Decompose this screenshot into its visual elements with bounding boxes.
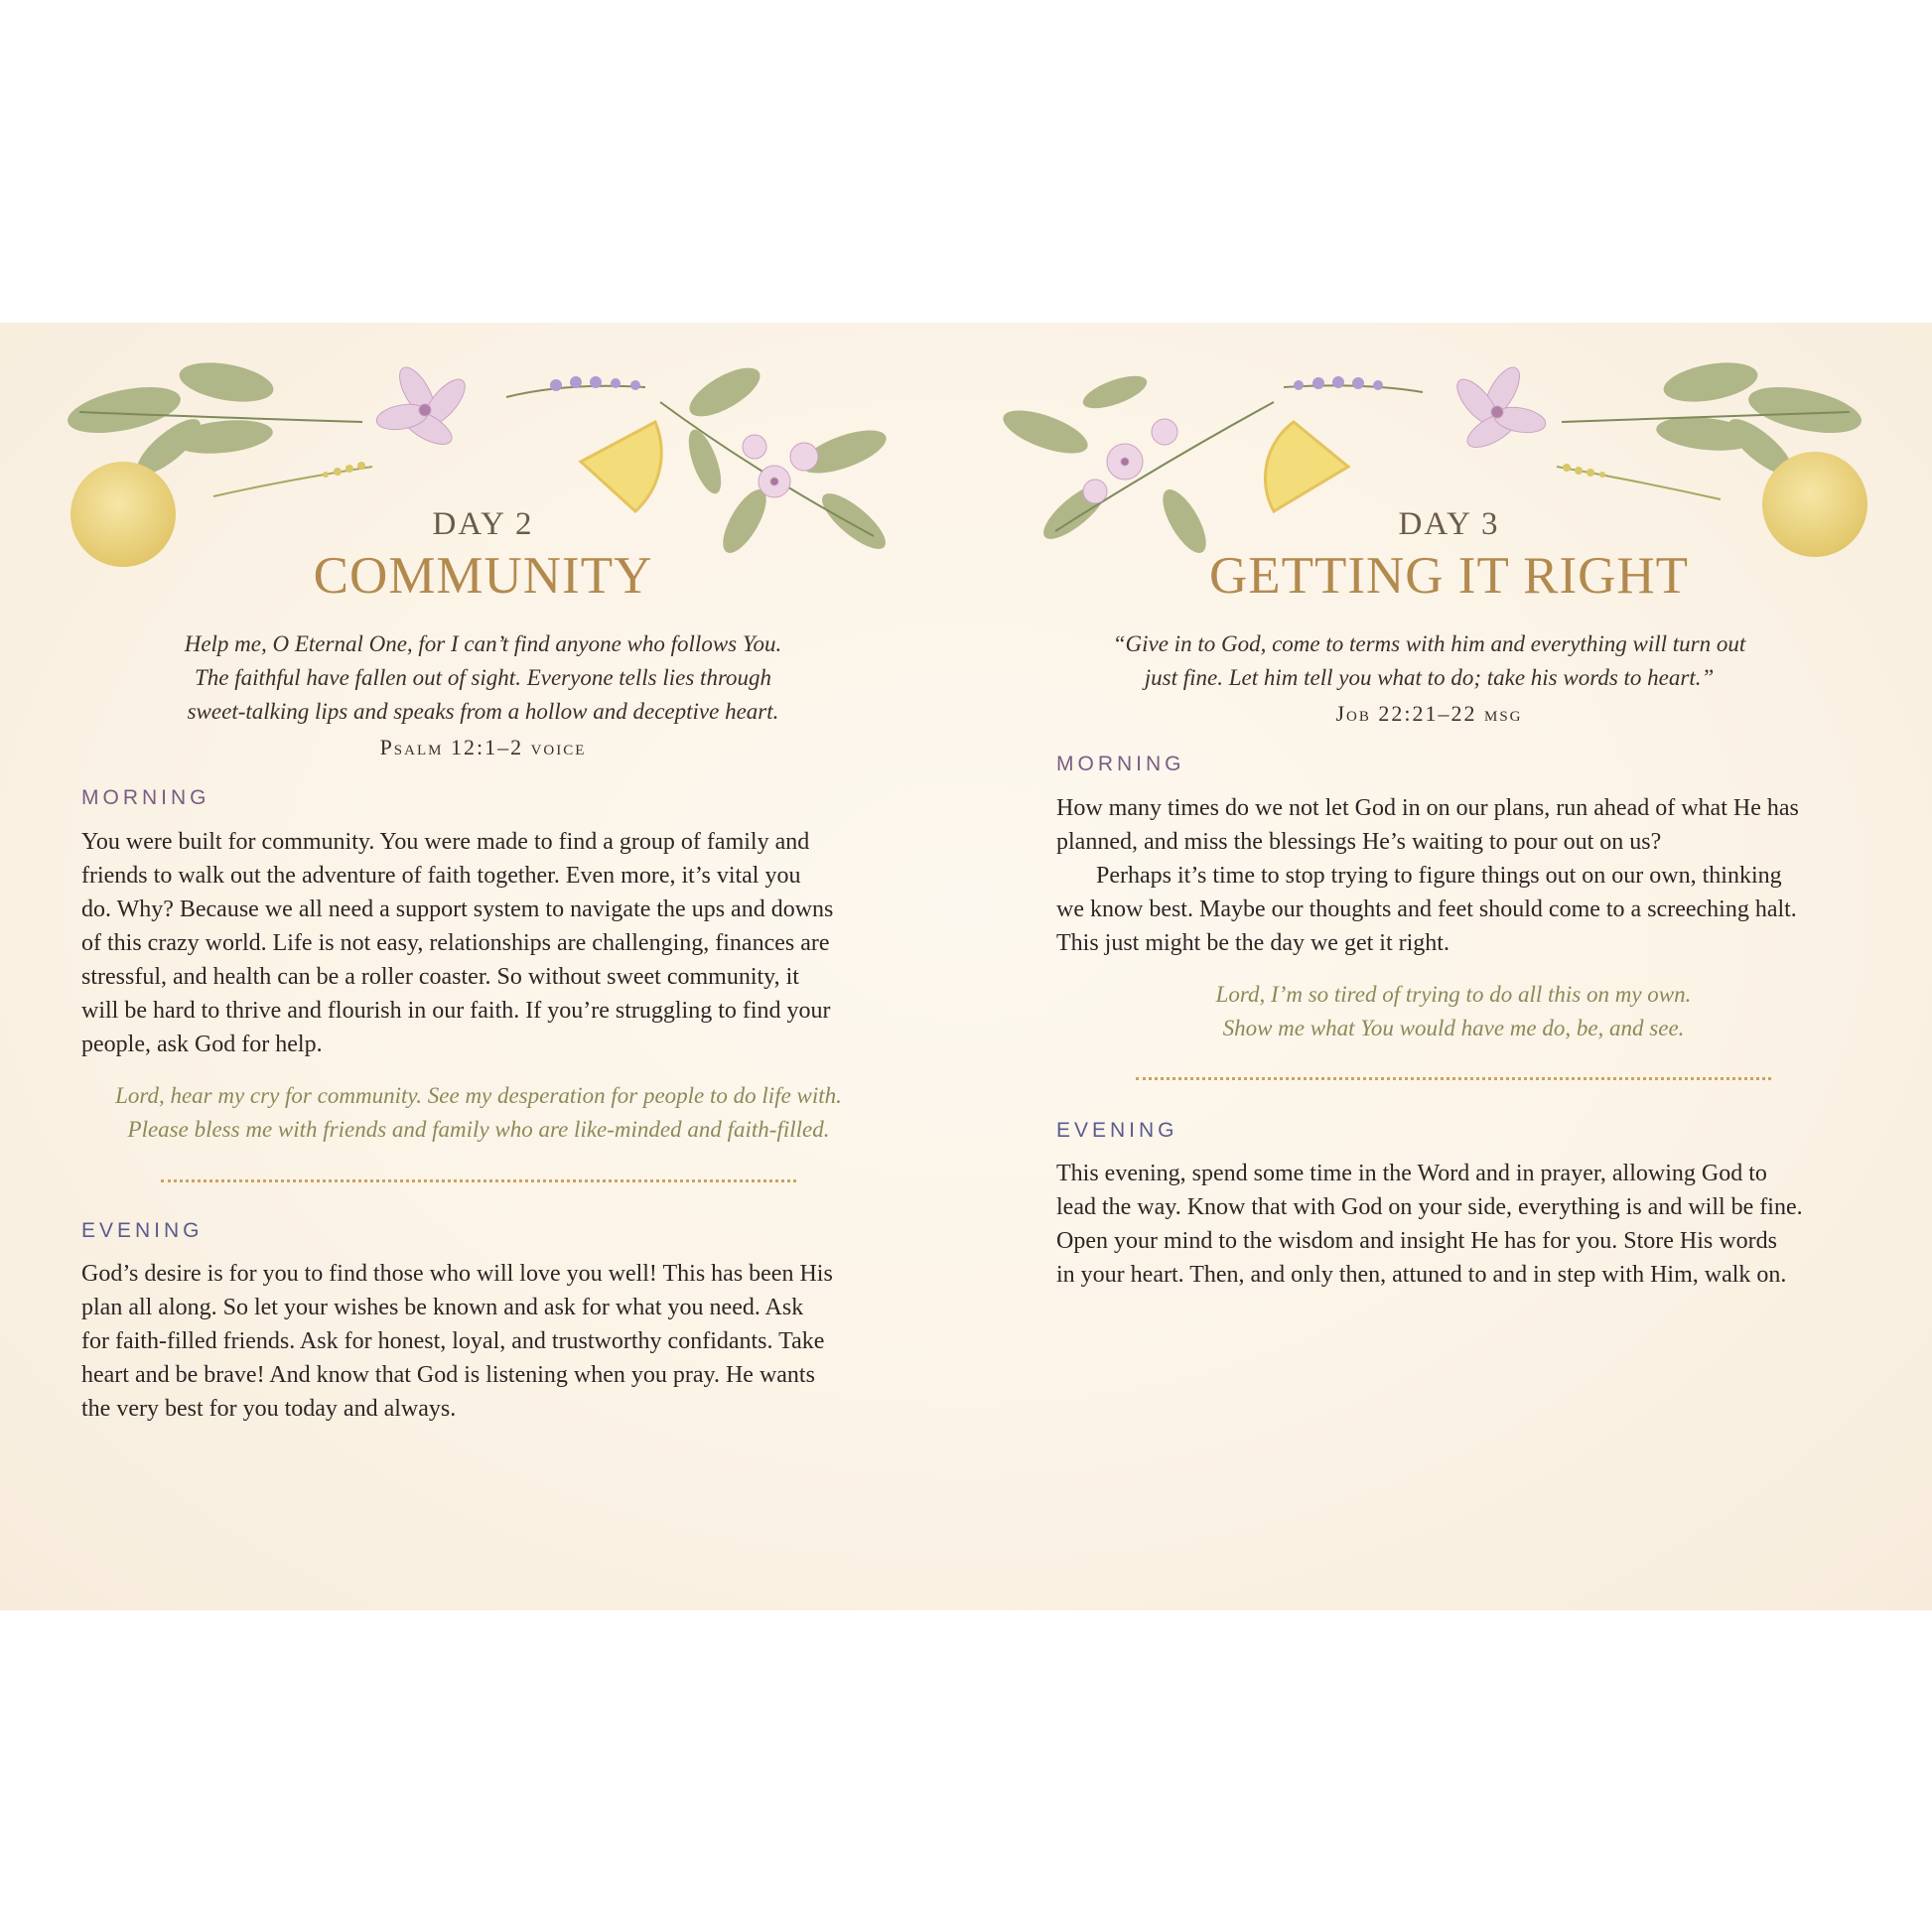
day-label: DAY 2 bbox=[432, 506, 534, 542]
left-page bbox=[0, 323, 966, 1610]
morning-text: You were built for community. You were made to find a group of family and friends to walk out the adventure of faith together. Even more, it’s vital you do. Why? Because we all need a support system to navigate the ups and downs of this crazy world. Life is not easy, relationships are challenging, finances are stressful, and health can be a roller coaster. So without sweet community, it will be hard to thrive and flourish in our faith. If you’re struggling to find your people, ask God for help. bbox=[81, 829, 834, 1057]
prayer-text: Lord, I’m so tired of trying to do all this on my own. Show me what You would have me do, be, and see. bbox=[1215, 982, 1692, 1040]
scripture-verse: “Give in to God, come to terms with him and everything will turn out just fine. Let him tell you what to do; take his words to heart.” bbox=[1112, 631, 1746, 690]
prayer-text: Lord, hear my cry for community. See my desperation for people to do life with. Please bless me with friends and family who are like-minded and faith-filled. bbox=[115, 1083, 842, 1142]
book-spread bbox=[0, 323, 1932, 1610]
morning-text: How many times do we not let God in on our plans, run ahead of what He has planned, and miss the blessings He’s waiting to pour out on us? Perhaps it’s time to stop trying to figure things out on our own, thinking we know best. Maybe our thoughts and feet should come to a screeching halt. This just might be the day we get it right. bbox=[1056, 795, 1799, 956]
evening-text: This evening, spend some time in the Word and in prayer, allowing God to lead the way. Know that with God on your side, everything is and will be fine. Open your mind to the wisdom and insight He has for you. Store His words in your heart. Then, and only then, attuned to and in step with Him, walk on. bbox=[1056, 1161, 1803, 1288]
dotted-divider bbox=[1136, 1077, 1771, 1080]
scripture-verse: Help me, O Eternal One, for I can’t find anyone who follows You. The faithful have fallen out of sight. Everyone tells lies through sweet-talking lips and speaks from a hollow and deceptive heart. bbox=[184, 631, 782, 724]
right-page bbox=[966, 323, 1932, 1610]
evening-text: God’s desire is for you to find those who will love you well! This has been His plan all along. So let your wishes be known and ask for what you need. Ask for faith-filled friends. Ask for honest, loyal, and trustworthy confidants. Take heart and be brave! And know that God is listening when you pray. He wants the very best for you today and always. bbox=[81, 1261, 833, 1422]
morning-heading: MORNING bbox=[81, 786, 210, 809]
leaf-icon bbox=[64, 356, 276, 483]
scripture-reference: Psalm 12:1–2 voice bbox=[379, 735, 587, 759]
page-title: GETTING IT RIGHT bbox=[1208, 547, 1690, 605]
evening-heading: EVENING bbox=[1056, 1119, 1178, 1142]
morning-heading: MORNING bbox=[1056, 753, 1185, 775]
flower-icon bbox=[374, 362, 472, 452]
dotted-divider bbox=[161, 1179, 796, 1182]
scripture-reference: Job 22:21–22 msg bbox=[1335, 701, 1523, 726]
lemon-slice-icon bbox=[581, 422, 661, 511]
lemon-slice-icon bbox=[1265, 422, 1348, 511]
page-title: COMMUNITY bbox=[313, 547, 653, 605]
day-label: DAY 3 bbox=[1398, 506, 1500, 542]
evening-heading: EVENING bbox=[81, 1219, 204, 1242]
